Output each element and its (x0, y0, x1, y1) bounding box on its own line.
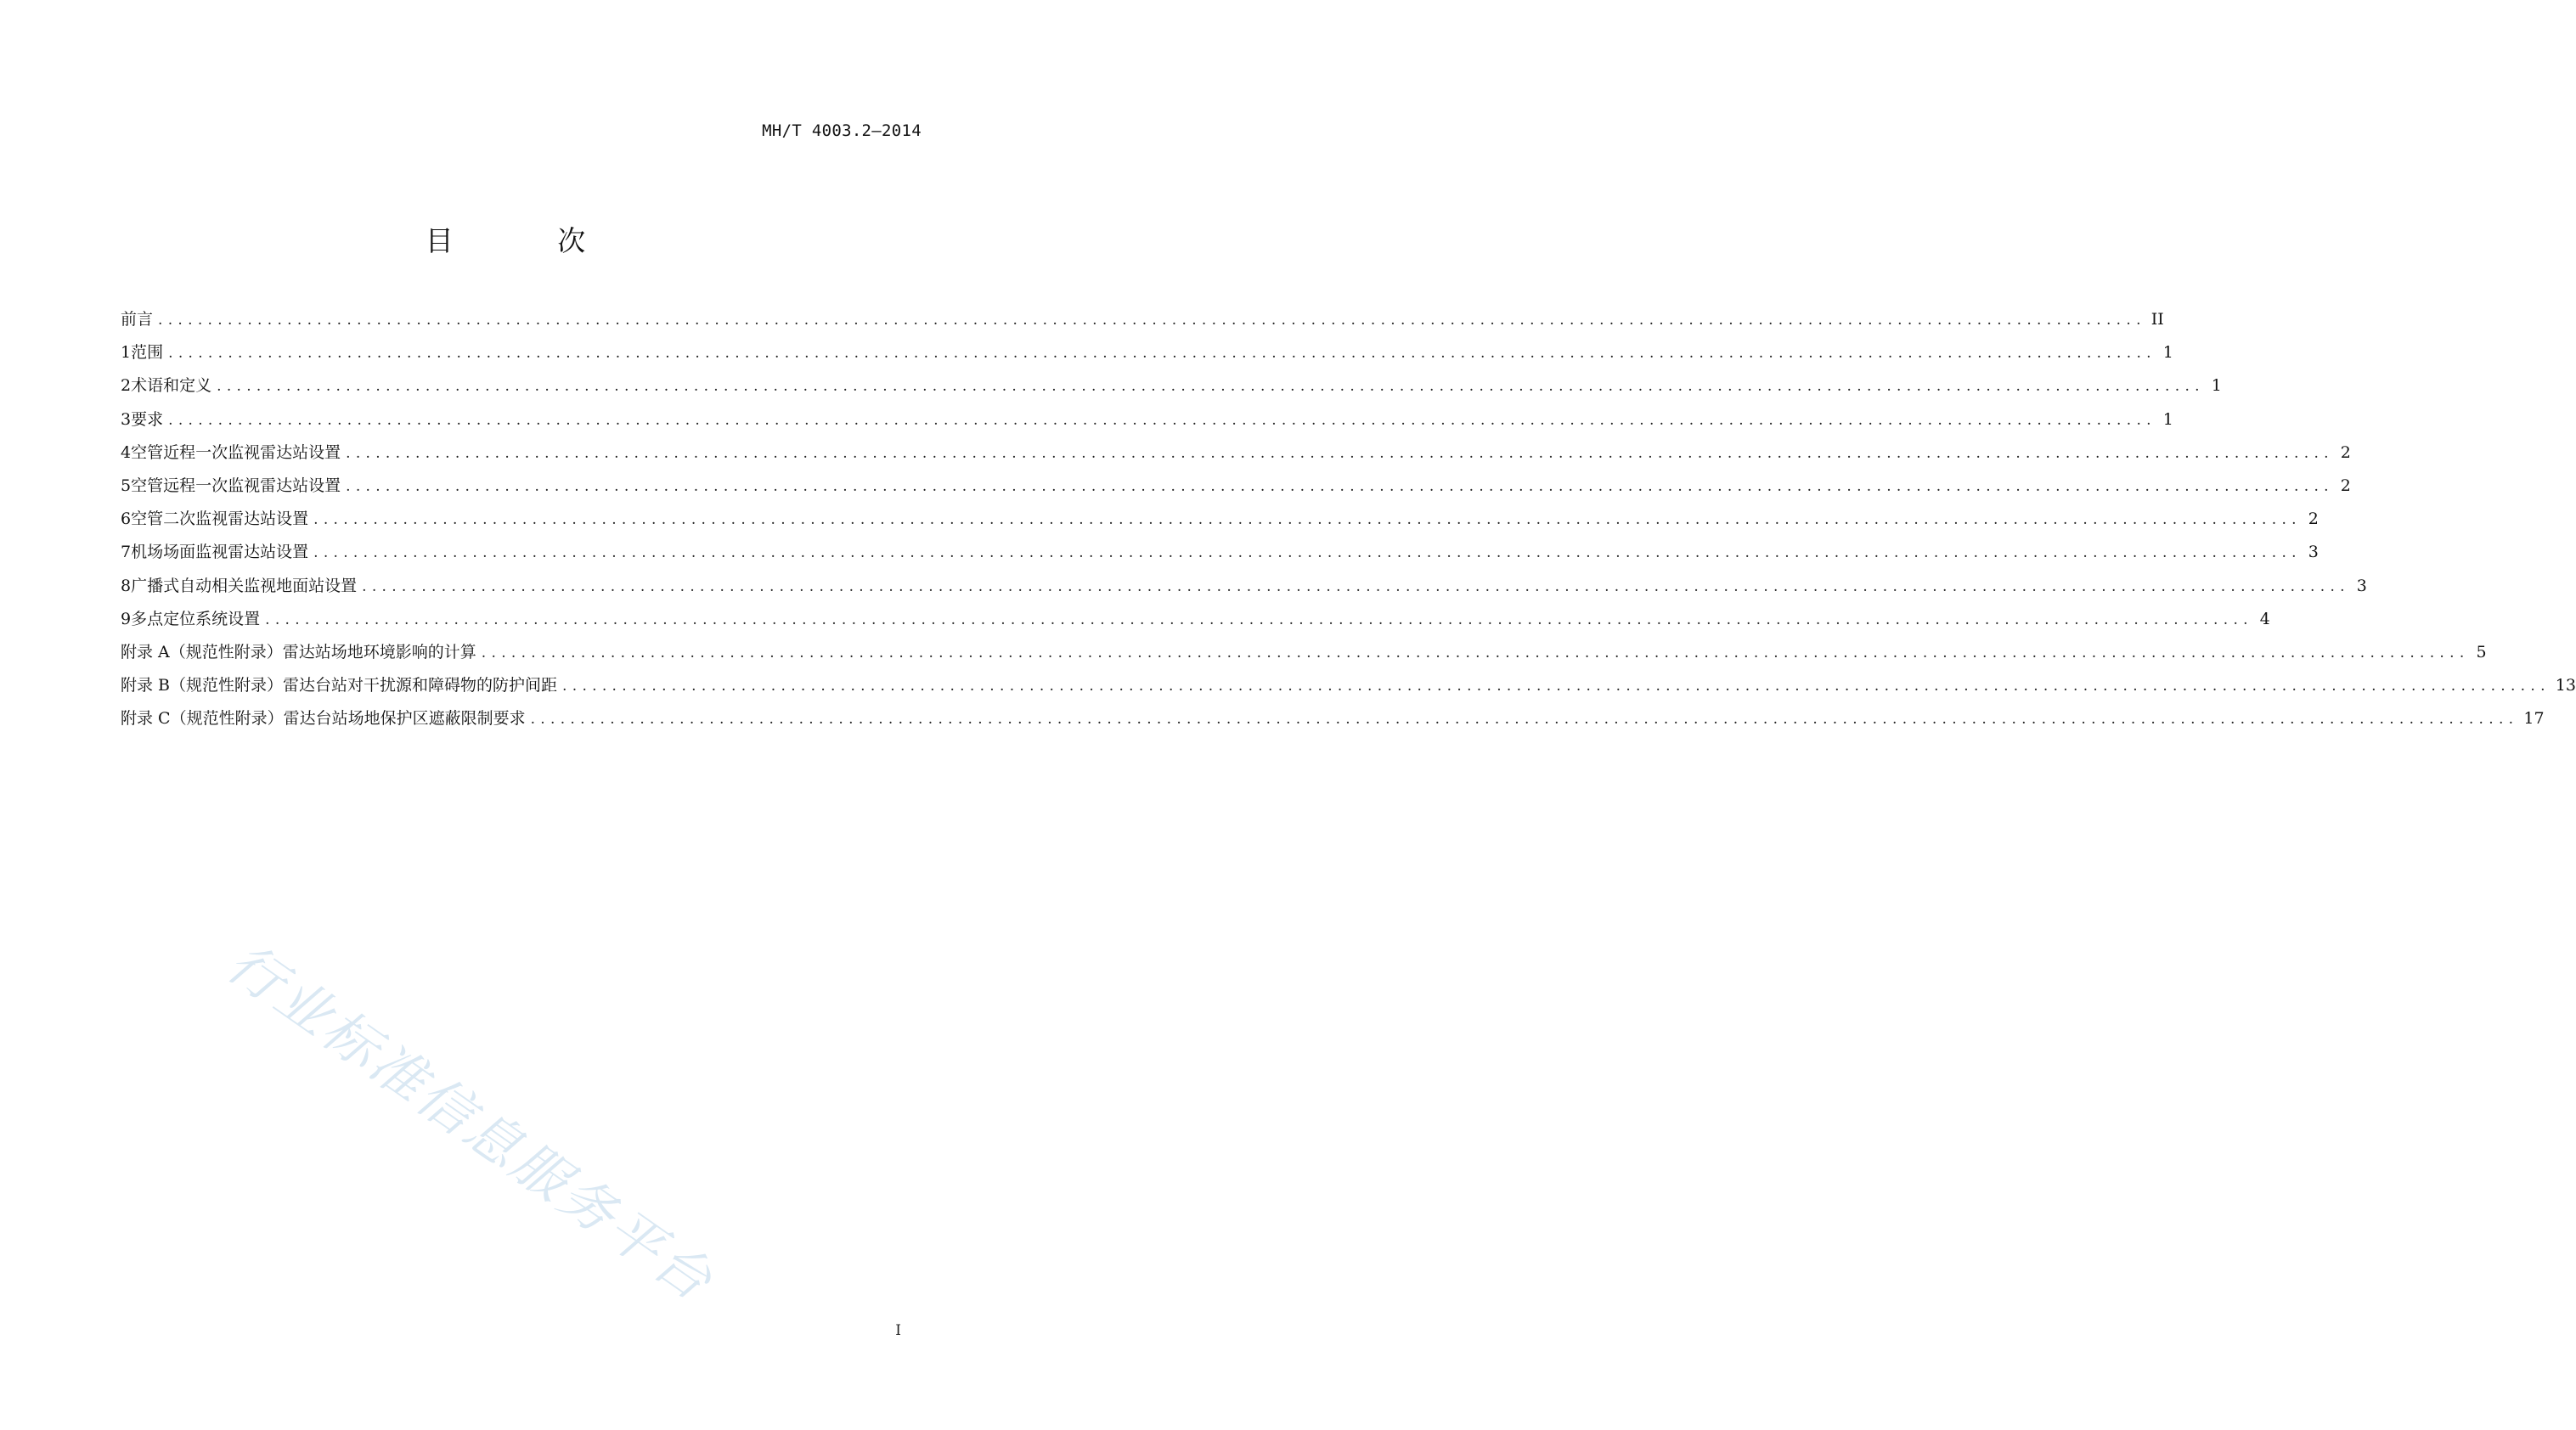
toc-entry[interactable] (121, 603, 2270, 636)
dot-leader: ........................................................................................................................................................................................................ (562, 678, 2551, 695)
dot-leader: ........................................................................................................................................................................................................ (346, 477, 2334, 495)
toc-entry-label: 广播式自动相关监视地面站设置 (131, 576, 358, 595)
toc-entry-label: 空管近程一次监视雷达站设置 (131, 442, 341, 462)
toc-entry[interactable] (121, 403, 2173, 436)
toc-page-number: 3 (2356, 576, 2367, 595)
toc-entry[interactable] (121, 336, 2173, 369)
toc-page-number: 3 (2308, 543, 2319, 562)
toc-appendix-entry[interactable] (121, 636, 2487, 669)
toc-entry-number: 2 (121, 376, 132, 396)
toc-appendix-entry[interactable] (121, 702, 2545, 735)
toc-page-number: 13 (2555, 676, 2576, 695)
toc-entry[interactable] (121, 536, 2319, 569)
toc-page-number: II (2150, 310, 2164, 329)
toc-entry[interactable] (121, 570, 2367, 603)
watermark: 行业标准信息服务平台 (215, 932, 725, 1315)
toc-entry-number: 3 (121, 409, 132, 429)
toc-entry-number: 1 (121, 343, 132, 363)
dot-leader: ........................................................................................................................................................................................................ (481, 644, 2470, 662)
dot-leader: ........................................................................................................................................................................................................ (362, 577, 2350, 595)
toc-entry[interactable] (121, 503, 2319, 536)
toc-entry-label: 前言 (121, 310, 154, 329)
toc-entry-label: 要求 (131, 409, 164, 429)
toc-page-number: 5 (2476, 642, 2487, 662)
standard-code: MH/T 4003.2—2014 (762, 121, 922, 140)
toc-appendix-entry[interactable] (121, 669, 2576, 702)
toc-entry-number: 9 (121, 609, 132, 628)
toc-entry-label: 多点定位系统设置 (131, 609, 261, 628)
dot-leader: ........................................................................................................................................................................................................ (168, 411, 2156, 429)
toc-page-number: 2 (2308, 510, 2319, 529)
toc-entry-number: 6 (121, 510, 132, 529)
dot-leader: ........................................................................................................................................................................................................ (313, 511, 2302, 529)
dot-leader: ........................................................................................................................................................................................................ (217, 378, 2205, 396)
appendix-title: 雷达台站场地保护区遮蔽限制要求 (283, 709, 526, 729)
toc-page-number: 1 (2162, 409, 2173, 429)
toc-page-number: 17 (2523, 709, 2545, 729)
dot-leader: ........................................................................................................................................................................................................ (313, 544, 2302, 562)
table-of-contents (121, 303, 2576, 735)
toc-page-number: 4 (2259, 609, 2270, 628)
appendix-prefix: 附录 B（规范性附录） (121, 676, 284, 695)
toc-entry-label: 术语和定义 (131, 376, 212, 396)
appendix-title: 雷达台站对干扰源和障碍物的防护间距 (283, 676, 558, 695)
dot-leader: ........................................................................................................................................................................................................ (158, 312, 2146, 329)
page-number: I (895, 1322, 901, 1339)
toc-entry-number: 8 (121, 576, 132, 595)
toc-entry[interactable] (121, 369, 2222, 403)
dot-leader: ........................................................................................................................................................................................................ (530, 711, 2519, 729)
toc-entry[interactable] (121, 436, 2351, 470)
toc-page-number: 1 (2211, 376, 2222, 396)
toc-page-number: 2 (2340, 476, 2351, 495)
toc-entry-label: 范围 (131, 343, 164, 363)
dot-leader: ........................................................................................................................................................................................................ (168, 345, 2156, 363)
page-title: 目 次 (425, 224, 634, 257)
appendix-prefix: 附录 A（规范性附录） (121, 642, 283, 662)
dot-leader: ........................................................................................................................................................................................................ (265, 611, 2253, 628)
toc-entry-label: 空管远程一次监视雷达站设置 (131, 476, 341, 495)
toc-entry-number: 4 (121, 442, 132, 462)
toc-page-number: 2 (2340, 442, 2351, 462)
toc-entry-number: 7 (121, 543, 132, 562)
toc-entry[interactable] (121, 470, 2351, 503)
toc-page-number: 1 (2162, 343, 2173, 363)
toc-entry-label: 机场场面监视雷达站设置 (131, 543, 309, 562)
toc-entry-label: 空管二次监视雷达站设置 (131, 510, 309, 529)
appendix-title: 雷达站场地环境影响的计算 (282, 642, 476, 662)
toc-entry-number: 5 (121, 476, 132, 495)
appendix-prefix: 附录 C（规范性附录） (121, 709, 284, 729)
dot-leader: ........................................................................................................................................................................................................ (346, 444, 2334, 462)
toc-entry[interactable] (121, 303, 2164, 336)
